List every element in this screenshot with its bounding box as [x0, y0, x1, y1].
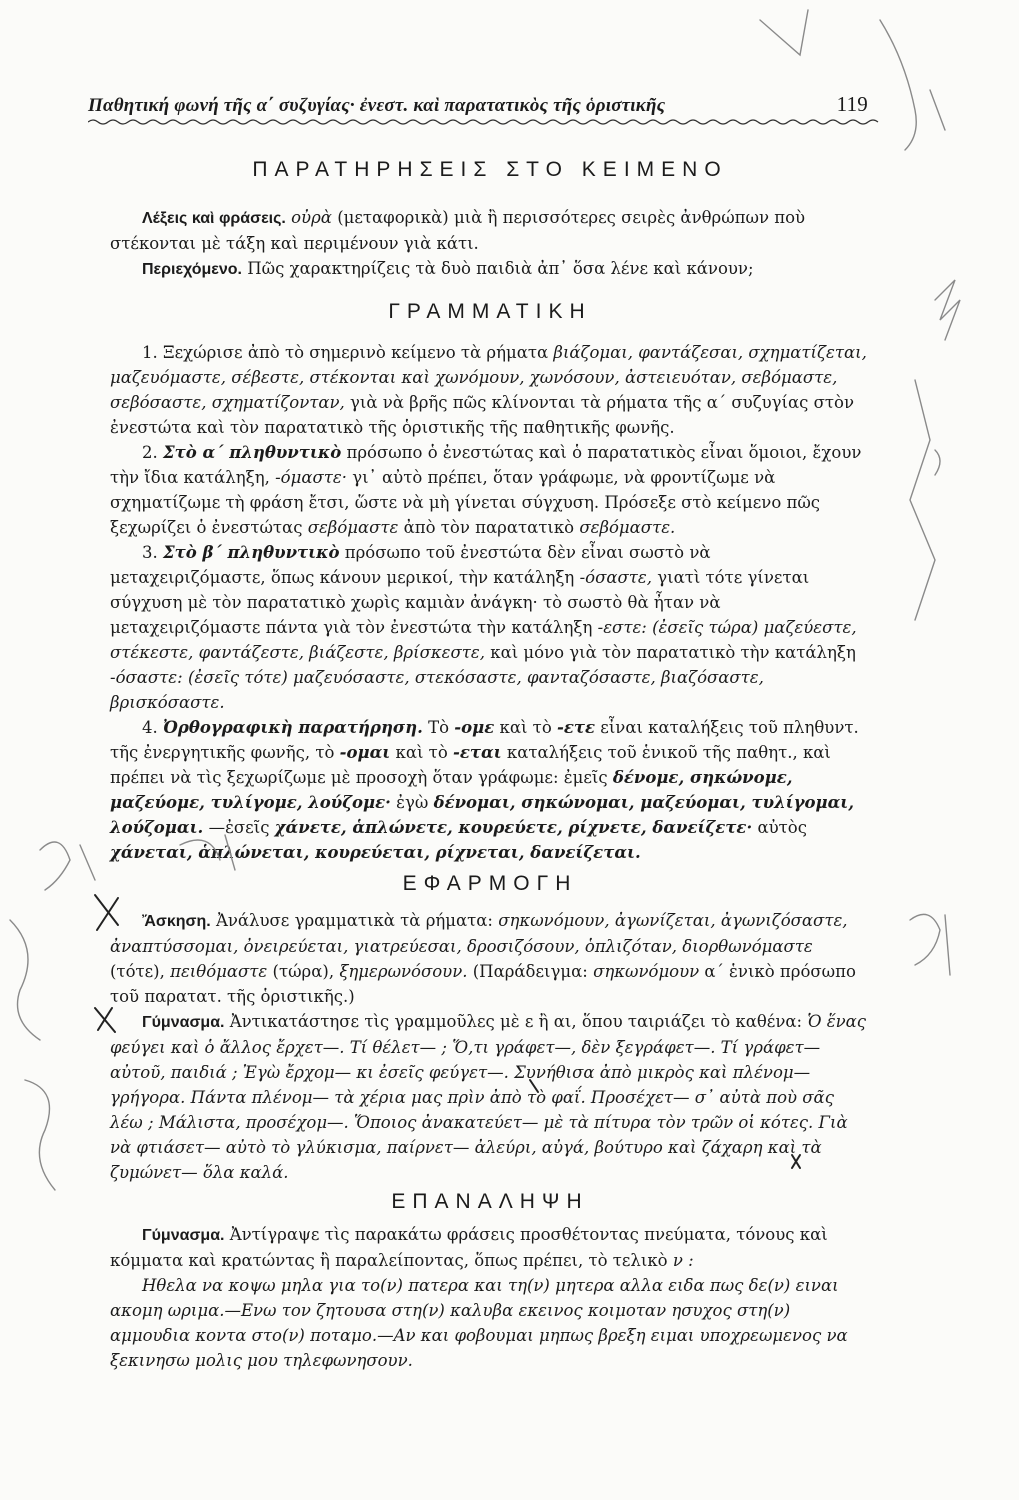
p2-c: ἀπὸ τὸν παρατατικὸ [403, 518, 575, 537]
p3-end2: -εστε: (ἐσεῖς τώρα) μαζεύεστε, στέκεστε, φαντάζεστε, βιάζεστε, βρίσκεστε, [110, 618, 857, 662]
p4-e4: -εται [453, 743, 502, 762]
p4-f: ἐγὼ [396, 793, 429, 812]
section-title-application: ΕΦΑΡΜΟΓΗ [402, 872, 578, 895]
p1-tail: γιὰ νὰ βρῆς πῶς κλίνονται τὰ ρήματα τῆς α΄ συζυγίας στὸν ἐνεστώτα καὶ τὸν παρατατικὸ τῆς ὁριστικῆς τῆς παθητικῆς φωνῆς. [110, 393, 854, 437]
p3-c: καὶ μόνο γιὰ τὸν παρατατικὸ τὴν κατάληξη [490, 643, 856, 662]
page-number: 119 [836, 92, 868, 116]
top-right-curve-mark [880, 20, 916, 150]
p4-w2: δένομαι, σηκώνομαι, μαζεύομαι, τυλίγομαι, λούζομαι. [110, 793, 855, 837]
ex1-w3: σηκωνόμουν [593, 962, 700, 981]
left-scribble [180, 835, 235, 870]
left-margin-loop [25, 1080, 55, 1190]
margin-handwriting-mark [910, 914, 950, 975]
words-term: οὐρὰ [291, 208, 332, 227]
section-title-grammar: ΓΡΑΜΜΑΤΙΚΗ [388, 300, 592, 323]
ex2-text: Ὁ ἕνας φεύγει καὶ ὁ ἄλλος ἔρχετ—. Τί θέλετ— ; Ὅ,τι γράφετ—, δὲν ξεγράφετ—. Τί γράφετ— αὐτοῦ, παιδιά ; Ἐγὼ ἔρχομ— κι ἐσεῖς φεύγετ—. Συνήθισα ἀπὸ μικρὸς καὶ πλένομ— γρήγορα. Πάντα πλένομ— τὰ χέρια μας πρὶν ἀπὸ τὸ φαΐ. Προσέχετ— σ᾿ αὐτὰ ποὺ σᾶς λέω ; Μάλιστα, προσέχομ—. Ὅποιος ἀνακατεύετ— μὲ τὰ πίτυρα τὸν τρῶν οἱ κότες. Γιὰ νὰ φτιάσετ— αὐτὸ τὸ γλύκισμα, παίρνετ— ἀλεύρι, αὐγά, βούτυρο καὶ ζάχαρη καὶ τὰ ζυμώνετ— ὅλα καλά. [110, 1012, 867, 1182]
p2-w1: σεβόμαστε [307, 518, 399, 537]
p2-w2: σεβόμαστε. [579, 518, 676, 537]
margin-small-curve [935, 450, 940, 475]
content-text: Πῶς χαρακτηρίζεις τὰ δυὸ παιδιὰ ἀπ᾿ ὅσα λένε καὶ κάνουν; [247, 259, 754, 278]
running-title: Παθητική φωνή τῆς α΄ συζυγίας· ἐνεστ. καὶ παρατατικὸς τῆς ὁριστικῆς [88, 95, 666, 116]
top-right-tick [930, 90, 945, 130]
p4-h: αὐτὸς [757, 818, 807, 837]
p2-lead: Στὸ α΄ πληθυντικὸ [163, 443, 342, 462]
content-label: Περιεχόμενο. [142, 261, 242, 278]
review-sentences: Ηθελα να κοψω μηλα για το(ν) πατερα και τη(ν) μητερα αλλα ειδα πως δε(ν) ειναι ακομη ωριμα.—Ενω τον ζητουσα στη(ν) καλυβα εκεινος κοιμοταν ησυχος στη(ν) αμμουδια κοντα στο(ν) ποταμο.—Αν και φοβουμαι μηπως βρεξη ειμαι υποχρεωμενος να ξεκινησω μολις μου τηλεφωνησουν. [110, 1276, 848, 1370]
p3-end3: -όσαστε: (ἐσεῖς τότε) μαζευόσαστε, στεκόσαστε, φανταζόσαστε, βιαζόσαστε, βρισκόσαστε. [110, 668, 764, 712]
p4-num: 4. [142, 718, 158, 737]
ex1-c: (τώρα), [272, 962, 335, 981]
p1-lead: 1. Ξεχώρισε ἀπὸ τὸ σημερινὸ κείμενο τὰ ρήματα [142, 343, 549, 362]
p4-w1: δένομε, σηκώνομε, μαζεύομε, τυλίγομε, λούζομε· [110, 768, 793, 812]
section-title-observations: ΠΑΡΑΤΗΡΗΣΕΙΣ ΣΤΟ ΚΕΙΜΕΝΟ [252, 158, 728, 181]
margin-long-mark [910, 380, 935, 620]
small-x-mark [792, 1155, 800, 1168]
ex2-label: Γύμνασμα. [142, 1014, 225, 1031]
p3-end: -όσαστε, [579, 568, 652, 587]
p4-e2: -ετε [557, 718, 596, 737]
words-label: Λέξεις καὶ φράσεις. [142, 210, 286, 227]
ex1-a: Ἀνάλυσε γραμματικὰ τὰ ρήματα: [215, 911, 493, 930]
p4-w3: χάνετε, ἁπλώνετε, κουρεύετε, ρίχνετε, δανείζετε· [274, 818, 753, 837]
p2-num: 2. [142, 443, 158, 462]
ex1-e: α΄ ἑνικὸ πρόσωπο τοῦ παρατατ. τῆς ὁριστικῆς.) [110, 962, 856, 1006]
ex1-label: Ἄσκηση. [142, 913, 211, 930]
words-text: (μεταφορικὰ) μιὰ ἢ περισσότερες σειρὲς ἀνθρώπων ποὺ στέκονται μὲ τάξη καὶ περιμένουν γιὰ κάτι. [110, 208, 806, 253]
pencil-scribbles [10, 10, 960, 1190]
p3-lead: Στὸ β΄ πληθυντικὸ [163, 543, 340, 562]
ex1-b: (τότε), [110, 962, 165, 981]
p2-b: γι᾿ αὐτὸ πρέπει, ὅταν γράφωμε, νὰ φροντίζωμε νὰ σχηματίζωμε τὴ φράση ἔτσι, ὥστε νὰ μὴ γίνεται σύγχυση. Πρόσεξε στὸ κείμενο πῶς ξεχωρίζει ὁ ἐνεστώτας [110, 468, 821, 537]
p3-a: πρόσωπο τοῦ ἐνεστώτα δὲν εἶναι σωστὸ νὰ μεταχειριζόμαστε, ὅπως κάνουν μερικοί, τὴν κατάληξη [110, 543, 711, 587]
p4-d: καὶ τὸ [395, 743, 448, 762]
p4-a: Τὸ [428, 718, 450, 737]
ex1-w: πειθόμαστε [170, 962, 268, 981]
ex2-a: Ἀντικατάστησε τὶς γραμμοῦλες μὲ ε ἢ αι, ὅπου ταιριάζει τὸ καθένα: [229, 1012, 803, 1031]
margin-zigzag-mark [935, 280, 960, 340]
ex1-w2: ξημερωνόσουν. [339, 962, 468, 981]
p3-num: 3. [142, 543, 158, 562]
p3-b: γιατὶ τότε γίνεται σύγχυση μὲ τὸν παρατατικὸ χωρὶς καμιὰν ἀνάγκη· τὸ σωστὸ θὰ ἦταν νὰ μεταχειριζόμαστε πάντα γιὰ τὸν ἐνεστώτα τὴν κατάληξη [110, 568, 810, 637]
p4-c: εἶναι καταλήξεις τοῦ πληθυντ. τῆς ἐνεργητικῆς φωνῆς, τὸ [110, 718, 859, 762]
p1-verbs: βιάζομαι, φαντάζεσαι, σχηματίζεται, μαζευόμαστε, σέβεστε, στέκονται καὶ χωνόμουν, χωνόσουν, ἀστειευόταν, σεβόμαστε, σεβόσαστε, σχηματίζονταν, [110, 343, 867, 412]
p2-a: πρόσωπο ὁ ἐνεστώτας καὶ ὁ παρατατικὸς εἶναι ὅμοιοι, ἔχουν τὴν ἴδια κατάληξη, [110, 443, 862, 487]
p4-lead: Ὀρθογραφικὴ παρατήρηση. [163, 718, 423, 737]
review-nu: ν : [672, 1251, 694, 1270]
p4-b: καὶ τὸ [499, 718, 552, 737]
review-label: Γύμνασμα. [142, 1227, 225, 1244]
p4-e3: -ομαι [339, 743, 391, 762]
small-slash-mark [530, 1080, 538, 1092]
ex1-verbs: σηκωνόμουν, ἀγωνίζεται, ἀγωνιζόσαστε, ἀναπτύσσομαι, ὀνειρεύεται, γιατρεύεσαι, δροσιζόσουν, ὁπλιζόταν, διορθωνόμαστε [110, 911, 848, 956]
left-margin-curve [10, 920, 40, 1040]
ink-marks [95, 895, 803, 1168]
cross-mark-fill-in [95, 1008, 115, 1032]
p4-g: —ἐσεῖς [208, 818, 270, 837]
left-margin-handwriting [40, 842, 95, 890]
section-title-review: ΕΠΑΝΑΛΗΨΗ [391, 1190, 589, 1213]
review-instructions: Ἀντίγραψε τὶς παρακάτω φράσεις προσθέτοντας πνεύματα, τόνους καὶ κόμματα καὶ κρατώντας ἢ παραλείποντας, ὅπως πρέπει, τὸ τελικὸ [110, 1225, 828, 1270]
ex1-d: (Παράδειγμα: [472, 962, 588, 981]
p4-w4: χάνεται, ἁπλώνεται, κουρεύεται, ρίχνεται, δανείζεται. [110, 843, 641, 862]
top-right-check-mark [760, 10, 808, 55]
p2-end1: -όμαστε· [275, 468, 347, 487]
p4-e: καταλήξεις τοῦ ἑνικοῦ τῆς παθητ., καὶ πρέπει νὰ τὶς ξεχωρίζωμε μὲ προσοχὴ ὅταν γράφωμε: ἐμεῖς [110, 743, 831, 787]
cross-mark-exercise [95, 895, 118, 930]
p4-e1: -ομε [454, 718, 495, 737]
